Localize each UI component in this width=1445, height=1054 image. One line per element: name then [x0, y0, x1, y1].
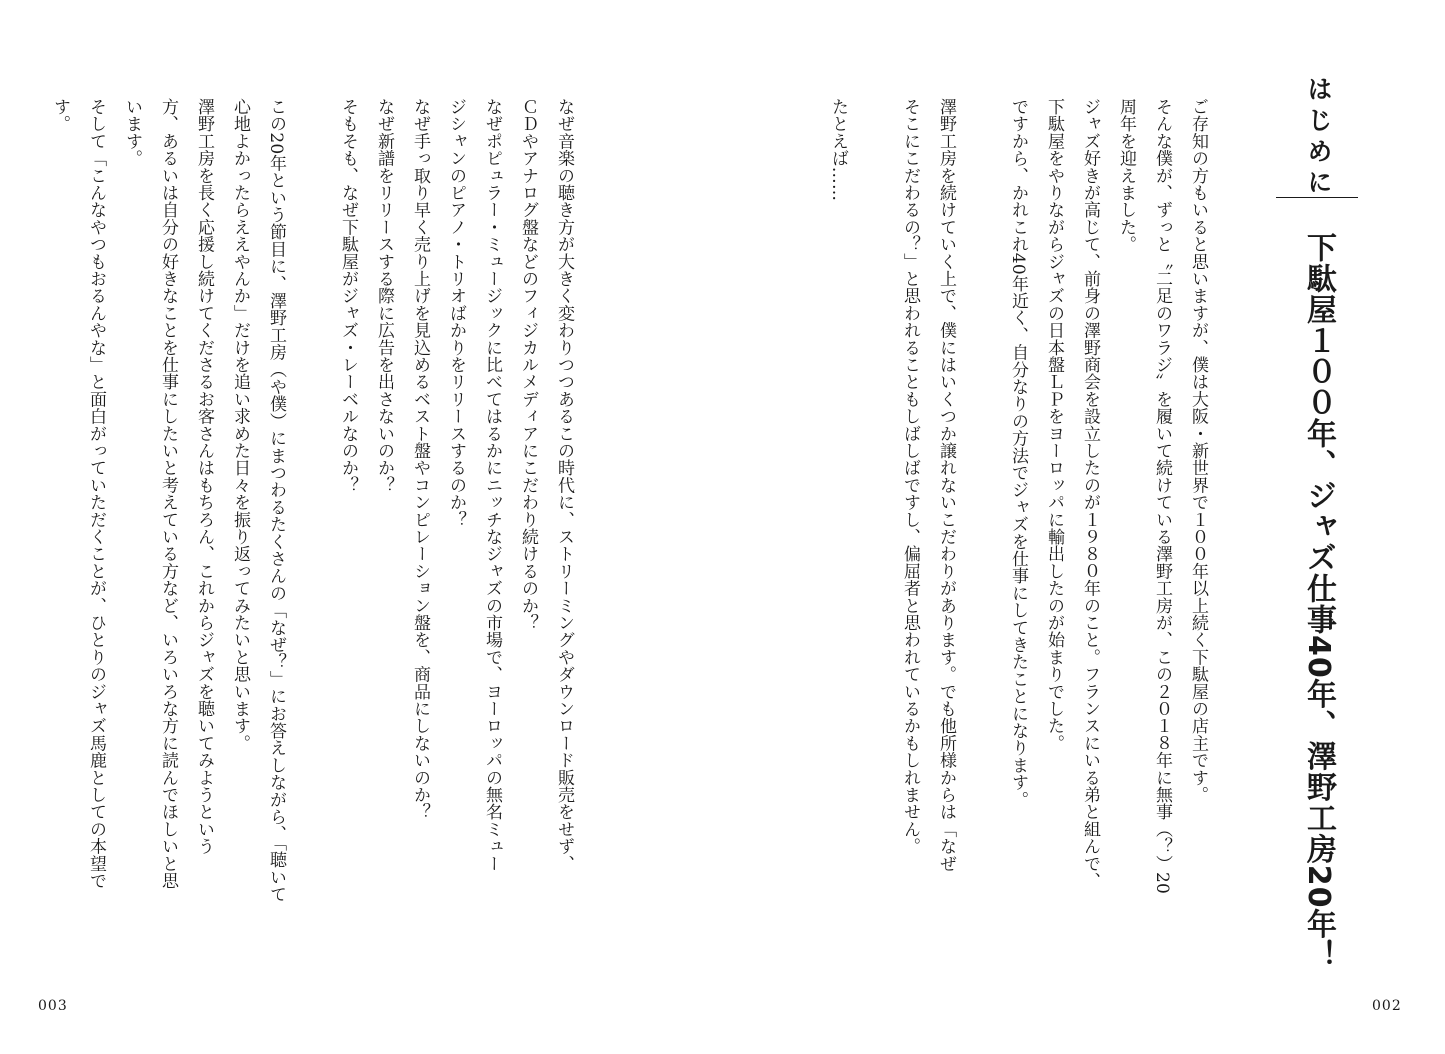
- text-line: そもそも、なぜ下駄屋がジャズ・レーベルなのか？: [338, 98, 358, 494]
- text-line: たとえば……: [828, 98, 848, 202]
- text-line: ですから、かれこれ40年近く、自分なりの方法でジャズを仕事にしてきたことになります。: [1008, 98, 1028, 809]
- page-number-left: 003: [38, 998, 68, 1014]
- text-line: なぜ新譜をリリースする際に広告を出さないのか？: [374, 98, 394, 494]
- text-line: なぜ手っ取り早く売り上げを見込めるベスト盤やコンピレーション盤を、商品にしないのか？: [410, 98, 430, 821]
- text-line: 心地よかったらええやんか」だけを追い求めた日々を振り返ってみたいと思います。: [230, 98, 250, 752]
- left-paragraphs: [42, 98, 582, 958]
- intro-paragraphs: [820, 98, 1216, 958]
- text-line: ジシャンのピアノ・トリオばかりをリリースするのか？: [446, 98, 466, 528]
- text-line: ご存知の方もいると思いますが、僕は大阪・新世界で１００年以上続く下駄屋の店主です。: [1188, 98, 1208, 804]
- text-line: なぜポピュラー・ミュージックに比べてはるかにニッチなジャズの市場で、ヨーロッパの無名ミュー: [482, 98, 502, 872]
- text-line: 方、あるいは自分の好きなことを仕事にしたいと考えている方など、いろいろな方に読んでほしいと思: [158, 98, 178, 890]
- chapter-title: 下駄屋１００年、ジャズ仕事40年、澤野工房20年！: [1301, 232, 1336, 971]
- text-line: この20年という節目に、澤野工房（や僕）にまつわるたくさんの「なぜ？」にお答えしながら、「聴いて: [266, 98, 286, 903]
- text-line: 澤野工房を長く応援し続けてくださるお客さんはもちろん、これからジャズを聴いてみようという: [194, 98, 214, 855]
- section-label: はじめに: [1304, 76, 1333, 200]
- text-line: 澤野工房を続けていく上で、僕にはいくつか譲れないこだわりがあります。でも他所様からは「なぜ: [936, 98, 956, 872]
- text-line: す。: [50, 98, 70, 133]
- blank-line: [964, 98, 1000, 958]
- title-divider: [1276, 197, 1358, 198]
- text-line: います。: [122, 98, 142, 167]
- text-line: そこにこだわるの？」と思われることもしばしばですし、偏屈者と思われているかもしれません。: [900, 98, 920, 855]
- text-line: 下駄屋をやりながらジャズの日本盤ＬＰをヨーロッパに輸出したのが始まりでした。: [1044, 98, 1064, 752]
- text-line: ＣＤやアナログ盤などのフィジカルメディアにこだわり続けるのか？: [518, 98, 538, 632]
- text-line: 周年を迎えました。: [1116, 98, 1136, 253]
- text-line: そんな僕が、ずっと〝二足のワラジ〟を履いて続けている澤野工房が、この２０１８年に無事（？）20: [1152, 98, 1172, 895]
- blank-line: [856, 98, 892, 958]
- text-line: そして「こんなやつもおるんやな」と面白がっていただくことが、ひとりのジャズ馬鹿としての本望で: [86, 98, 106, 890]
- text-line: ジャズ好きが高じて、前身の澤野商会を設立したのが１９８０年のこと。フランスにいる弟と組んで、: [1080, 98, 1100, 890]
- blank-line: [294, 98, 330, 958]
- text-line: なぜ音楽の聴き方が大きく変わりつつあるこの時代に、ストリーミングやダウンロード販売をせず、: [554, 98, 574, 872]
- page-number-right: 002: [1372, 998, 1402, 1014]
